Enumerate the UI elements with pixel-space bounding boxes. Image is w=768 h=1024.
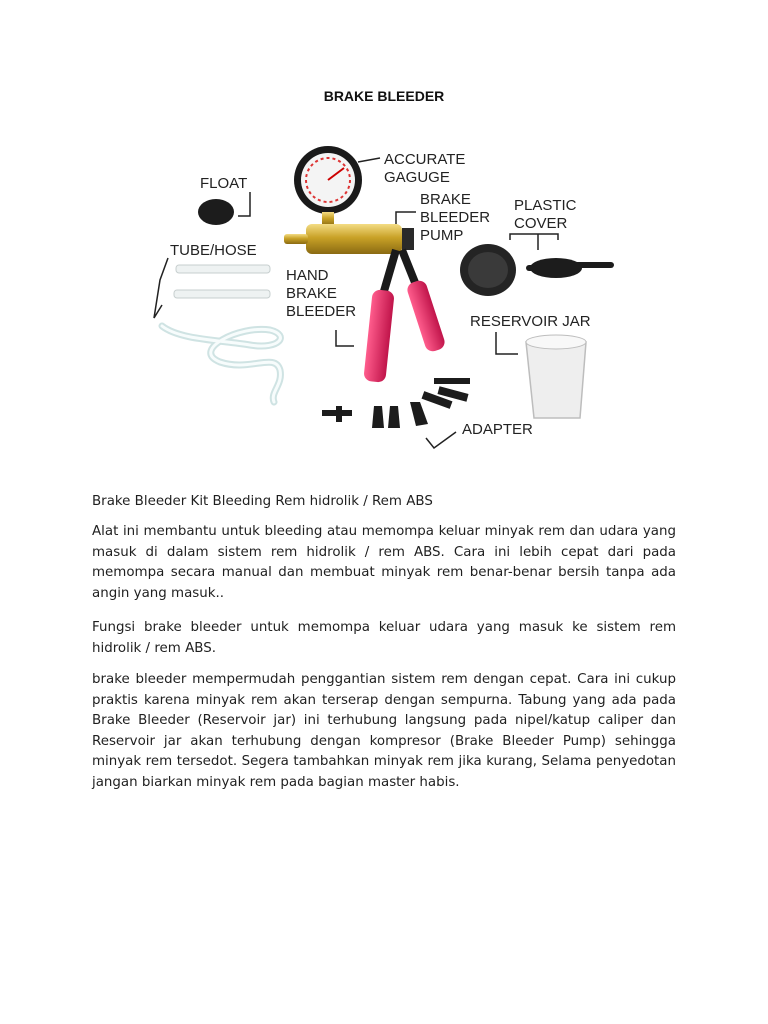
float-part	[198, 199, 234, 225]
straight-tube	[176, 265, 270, 273]
reservoir-arrow	[496, 332, 518, 354]
reservoir-label: RESERVOIR JAR	[470, 313, 591, 330]
tube-hose-arrow	[154, 258, 168, 318]
cover-label: COVER	[514, 215, 568, 232]
adapter-arrow	[426, 432, 456, 448]
adapter-label: ADAPTER	[462, 421, 533, 438]
paragraph: Alat ini membantu untuk bleeding atau memompa keluar minyak rem dan udara yang masuk di dalam sistem rem hidrolik / rem ABS. Cara ini lebih cepat dari pada memompa secara manual dan membuat minyak rem benar-benar bersih tanpa ada angin yang masuk..	[92, 524, 676, 601]
pump-label: PUMP	[420, 227, 464, 244]
float-arrow	[238, 192, 250, 216]
gauge-arrow	[358, 158, 380, 162]
hand-bleeder-label: HAND	[286, 267, 329, 284]
straight-tube	[174, 290, 270, 298]
tube-hose-label: TUBE/HOSE	[170, 242, 257, 259]
document-subtitle: Brake Bleeder Kit Bleeding Rem hidrolik / Rem ABS	[92, 494, 433, 509]
hand-bleeder-label: BRAKE	[286, 285, 337, 302]
hand-grip-right	[405, 279, 446, 354]
paragraph: brake bleeder mempermudah penggantian sistem rem dengan cepat. Cara ini cukup praktis karena minyak rem akan terserap dengan sempurna. Tabung yang ada pada Brake Bleeder (Reservoir jar) ini terhubung langsung pada nipel/katup caliper dan Reservoir jar akan terhubung dengan kompresor (Brake Bleeder Pump) sehingga minyak rem tersedot. Segera tambahkan minyak rem jika kurang, Selama penyedotan jangan biarkan minyak rem pada bagian master habis.	[92, 672, 676, 790]
hand-bleeder-label: BLEEDER	[286, 303, 357, 320]
cover-arrow	[510, 234, 558, 250]
paragraph: Fungsi brake bleeder untuk memompa keluar udara yang masuk ke sistem rem hidrolik / rem ABS.	[92, 620, 676, 656]
pump-arrow	[396, 212, 416, 224]
hand-grip-left	[363, 289, 394, 383]
brake-bleeder-kit-figure	[150, 140, 630, 460]
gauge-label: GAGUGE	[384, 169, 450, 186]
pump-body	[306, 224, 402, 254]
hand-arrow	[336, 330, 354, 346]
pump-label: BRAKE	[420, 191, 471, 208]
cover-label: PLASTIC	[514, 197, 577, 214]
adapter-set	[322, 378, 470, 428]
reservoir-jar	[526, 342, 586, 418]
gauge-label: ACCURATE	[384, 151, 466, 168]
pump-label: BLEEDER	[420, 209, 491, 226]
page-title: BRAKE BLEEDER	[323, 88, 445, 104]
float-label: FLOAT	[200, 175, 248, 192]
